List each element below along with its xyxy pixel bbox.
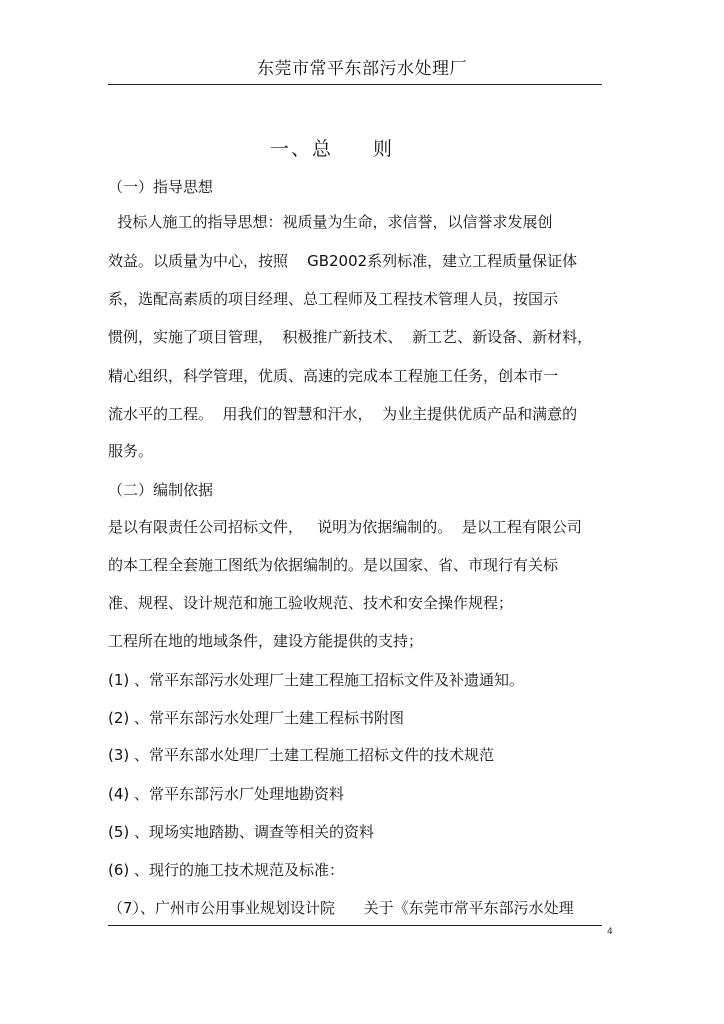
section-title-part2: 则 <box>373 138 395 160</box>
section-title-part1: 一、总 <box>269 138 333 160</box>
list-item: (6) 、现行的施工技术规范及标准： <box>108 861 345 879</box>
paragraph-line: 工程所在地的地域条件，建设方能提供的支持； <box>108 632 424 650</box>
list-item: (1) 、常平东部污水处理厂土建工程施工招标文件及补遗通知。 <box>108 671 525 689</box>
paragraph-line: 效益。以质量为中心，按照 GB2002系列标准，建立工程质量保证体 <box>108 252 578 270</box>
page-number: 4 <box>607 927 613 937</box>
subheading-basis: （二）编制依据 <box>108 481 214 499</box>
paragraph-line: 惯例，实施了项目管理， 积极推广新技术、 新工艺、新设备、新材料， <box>108 328 593 346</box>
list-item: (5) 、现场实地踏勘、调查等相关的资料 <box>108 823 375 841</box>
paragraph-line: 服务。 <box>108 442 154 460</box>
paragraph-line: 准、规程、设计规范和施工验收规范、技术和安全操作规程； <box>108 594 514 612</box>
paragraph-line: 投标人施工的指导思想：视质量为生命，求信誉，以信誉求发展创 <box>108 213 553 231</box>
list-item: (2) 、常平东部污水处理厂土建工程标书附图 <box>108 709 405 727</box>
list-item: （7）、广州市公用事业规划设计院 关于《东莞市常平东部污水处理 <box>108 899 574 917</box>
subheading-guiding-ideology: （一）指导思想 <box>108 178 214 196</box>
paragraph-line: 是以有限责任公司招标文件， 说明为依据编制的。 是以工程有限公司 <box>108 518 582 536</box>
paragraph-line: 系，选配高素质的项目经理、总工程师及工程技术管理人员，按国示 <box>108 290 559 308</box>
list-item: (3) 、常平东部水处理厂土建工程施工招标文件的技术规范 <box>108 746 495 764</box>
paragraph-line: 精心组织，科学管理，优质、高速的完成本工程施工任务，创本市一 <box>108 367 559 385</box>
footer-divider <box>108 925 602 926</box>
header-divider <box>108 84 602 85</box>
paragraph-line: 流水平的工程。 用我们的智慧和汗水， 为业主提供优质产品和满意的 <box>108 405 578 423</box>
paragraph-line: 的本工程全套施工图纸为依据编制的。是以国家、省、市现行有关标 <box>108 556 559 574</box>
section-title <box>0 134 664 161</box>
page-header-title: 东莞市常平东部污水处理厂 <box>257 59 467 79</box>
list-item: (4) 、常平东部污水厂处理地勘资料 <box>108 785 345 803</box>
